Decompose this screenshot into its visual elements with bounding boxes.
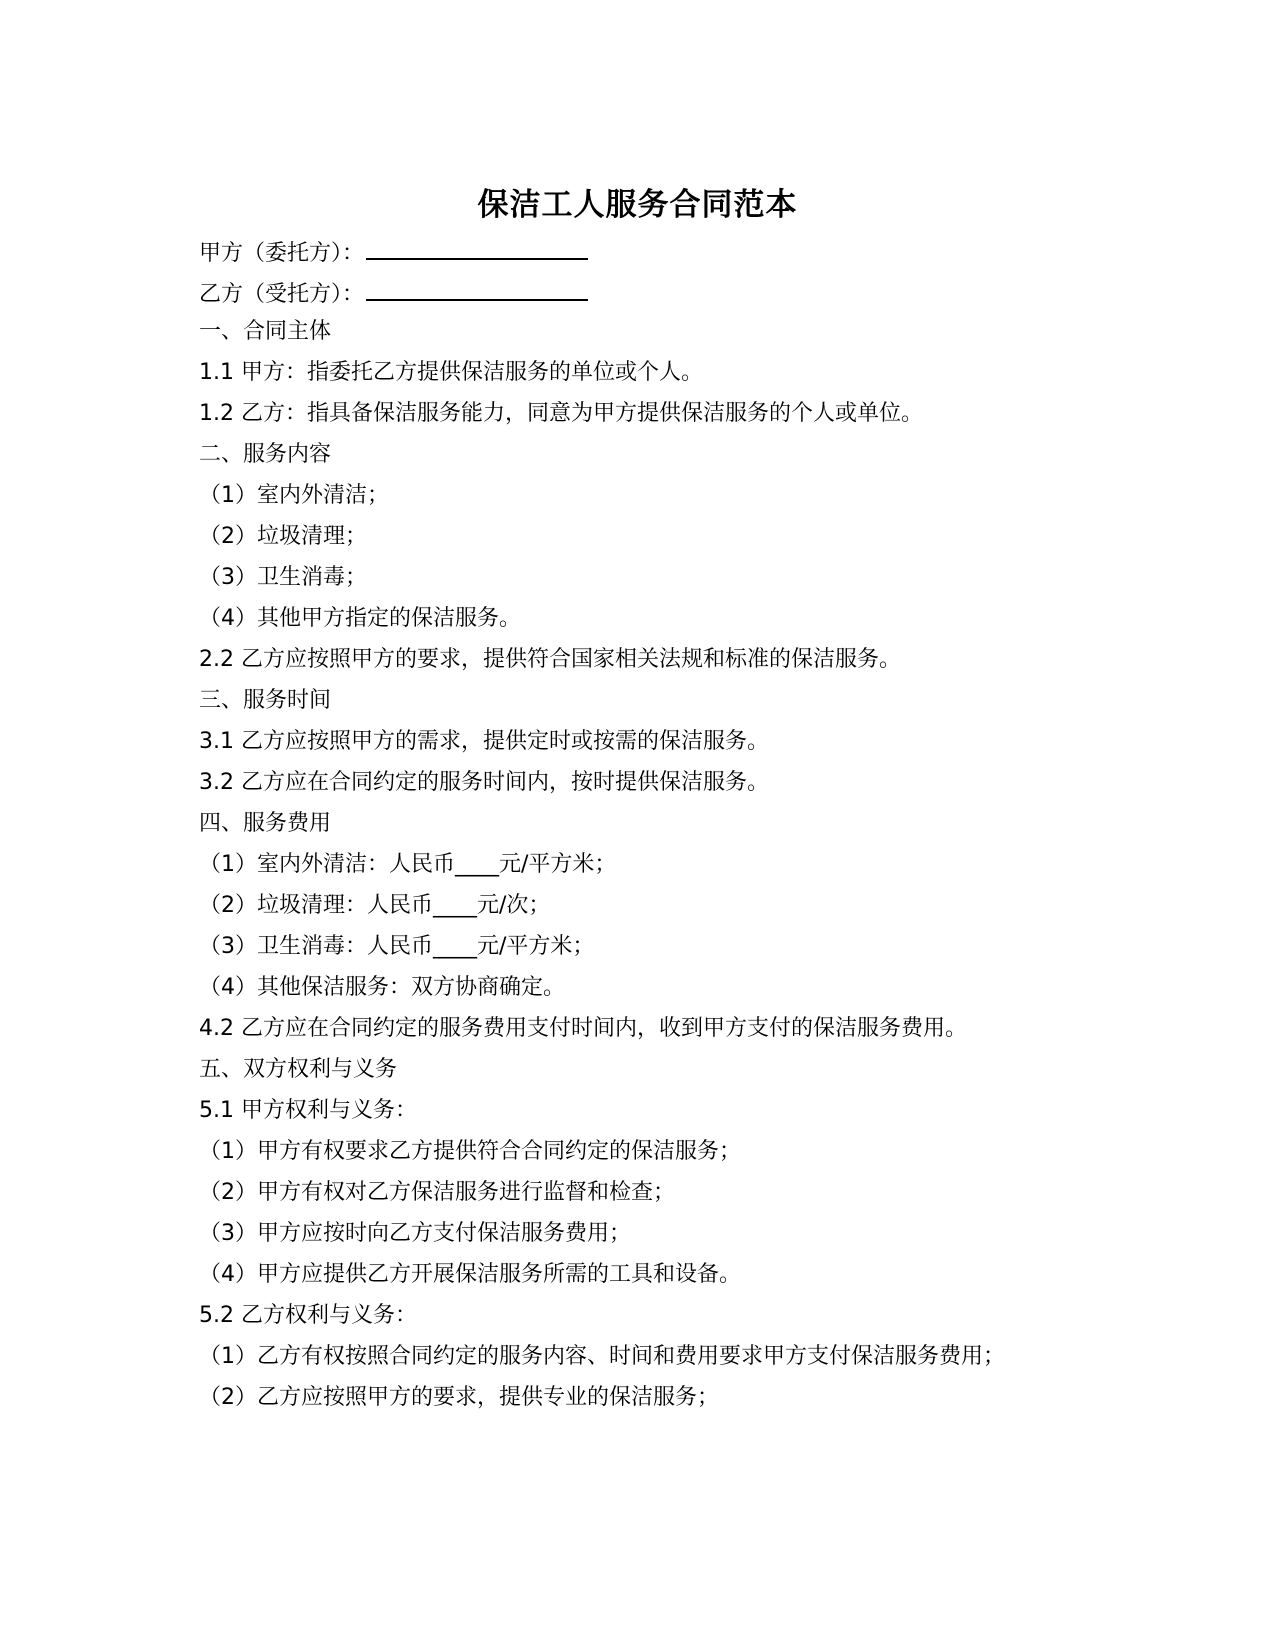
section-heading: 二、服务内容 <box>199 442 332 467</box>
list-item: （4）甲方应提供乙方开展保洁服务所需的工具和设备。 <box>199 1262 741 1287</box>
clause-line: 2.2 乙方应按照甲方的要求，提供符合国家相关法规和标准的保洁服务。 <box>199 647 901 672</box>
party-a-label: 甲方（委托方）： <box>199 241 365 266</box>
clause-line: 1.1 甲方：指委托乙方提供保洁服务的单位或个人。 <box>199 360 703 385</box>
party-b-label: 乙方（受托方）： <box>199 282 365 307</box>
clause-line: 4.2 乙方应在合同约定的服务费用支付时间内，收到甲方支付的保洁服务费用。 <box>199 1016 967 1041</box>
list-item: （4）其他保洁服务：双方协商确定。 <box>199 975 565 1000</box>
party-a-line <box>199 234 588 270</box>
party-b-line <box>199 275 588 311</box>
clause-line: 3.1 乙方应按照甲方的需求，提供定时或按需的保洁服务。 <box>199 729 769 754</box>
list-item: （3）卫生消毒； <box>199 565 367 590</box>
party-a-blank <box>366 234 588 260</box>
list-item: （2）垃圾清理：人民币____元/次； <box>199 893 551 918</box>
clause-line: 5.1 甲方权利与义务： <box>199 1098 417 1123</box>
list-item: （1）乙方有权按照合同约定的服务内容、时间和费用要求甲方支付保洁服务费用； <box>199 1344 1005 1369</box>
document-title: 保洁工人服务合同范本 <box>477 187 798 223</box>
list-item: （4）其他甲方指定的保洁服务。 <box>199 606 521 631</box>
clause-line: 5.2 乙方权利与义务： <box>199 1303 417 1328</box>
list-item: （2）乙方应按照甲方的要求，提供专业的保洁服务； <box>199 1385 719 1410</box>
list-item: （2）甲方有权对乙方保洁服务进行监督和检查； <box>199 1180 675 1205</box>
list-item: （1）室内外清洁：人民币____元/平方米； <box>199 852 617 877</box>
clause-line: 1.2 乙方：指具备保洁服务能力，同意为甲方提供保洁服务的个人或单位。 <box>199 401 923 426</box>
party-b-blank <box>366 275 588 301</box>
clause-line: 3.2 乙方应在合同约定的服务时间内，按时提供保洁服务。 <box>199 770 769 795</box>
list-item: （3）甲方应按时向乙方支付保洁服务费用； <box>199 1221 631 1246</box>
list-item: （3）卫生消毒：人民币____元/平方米； <box>199 934 595 959</box>
section-heading: 一、合同主体 <box>199 319 332 344</box>
section-heading: 五、双方权利与义务 <box>199 1057 398 1082</box>
section-heading: 三、服务时间 <box>199 688 332 713</box>
list-item: （2）垃圾清理； <box>199 524 367 549</box>
list-item: （1）室内外清洁； <box>199 483 389 508</box>
section-heading: 四、服务费用 <box>199 811 332 836</box>
list-item: （1）甲方有权要求乙方提供符合合同约定的保洁服务； <box>199 1139 741 1164</box>
